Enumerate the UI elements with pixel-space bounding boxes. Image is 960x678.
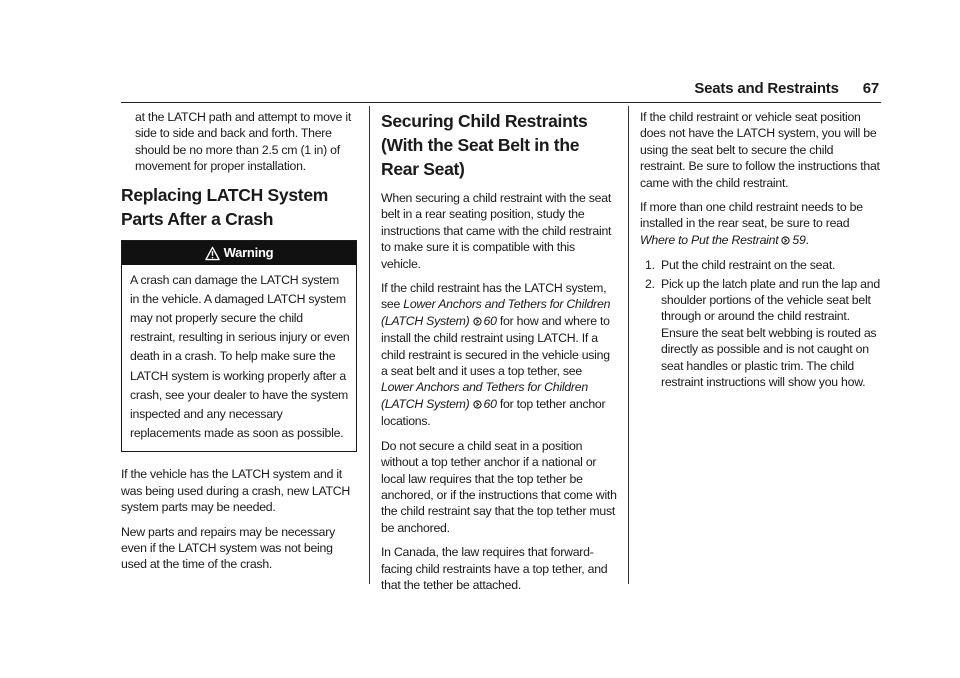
page-header [121, 80, 881, 102]
paragraph-with-references [381, 280, 617, 430]
warning-box [121, 240, 357, 453]
column-divider-1 [369, 106, 370, 584]
paragraph: New parts and repairs may be necessary even if the LATCH system was not being used at the time of the crash. [121, 524, 335, 572]
section-title: Seats and Restraints [694, 80, 839, 97]
cross-reference-link[interactable]: Lower Anchors and Tethers for Children (LATCH System) [381, 297, 611, 328]
cross-reference-page[interactable]: 60 [483, 313, 497, 328]
header-text [694, 80, 879, 97]
column-3 [640, 109, 880, 393]
instruction-steps [640, 257, 880, 390]
paragraph: If the vehicle has the LATCH system and it was being used during a crash, new LATCH system parts may be needed. [121, 467, 351, 515]
step-text: Pick up the latch plate and run the lap and shoulder portions of the vehicle seat belt through or around the child restraint. Ensure the seat belt webbing is routed as directly as possible and is not caught on seat handles or plastic trim. The child restraint instructions will show you how. [661, 276, 880, 390]
cross-reference-page[interactable]: 59 [792, 232, 806, 247]
list-item [640, 257, 880, 273]
page-number: 67 [862, 80, 879, 97]
paragraph: Do not secure a child seat in a position without a top tether anchor if a national or local law requires that the top tether be anchored, or if the instructions that come with the child restraint say that the top tether must be anchored. [381, 438, 617, 535]
cross-reference-link[interactable]: Lower Anchors and Tethers for Children (LATCH System) [381, 380, 588, 411]
step-number: 1. [645, 258, 655, 273]
warning-triangle-icon [205, 245, 220, 269]
text-run: . [805, 232, 809, 247]
step-text: Put the child restraint on the seat. [661, 258, 836, 273]
cross-reference-page[interactable]: 60 [483, 396, 497, 411]
warning-header [122, 241, 356, 265]
column-1 [121, 109, 357, 581]
page-reference-icon [473, 314, 482, 330]
text-run: If more than one child restraint needs to be installed in the rear seat, be sure to read [640, 200, 863, 231]
list-item [640, 276, 880, 391]
paragraph: When securing a child restraint with the seat belt in a rear seating position, study the instructions that came with the child restraint to make sure it is compatible with this vehicle. [381, 191, 612, 271]
step-number: 2. [645, 276, 655, 291]
paragraph-with-reference [640, 199, 880, 249]
warning-title: Warning [223, 244, 274, 260]
paragraph: In Canada, the law requires that forward-facing child restraints have a top tether, and that the tether be attached. [381, 545, 608, 592]
warning-body: A crash can damage the LATCH system in the vehicle. A damaged LATCH system may not properly secure the child restraint, resulting in serious injury or even death in a crash. To help make sure the LATCH system is working properly after a crash, see your dealer to have the system inspected and any necessary replacements made as soon as possible. [130, 272, 350, 441]
column-2 [381, 109, 617, 601]
section-heading-replacing-latch: Replacing LATCH System Parts After a Crash [121, 184, 329, 229]
column-divider-2 [628, 106, 629, 584]
header-rule [121, 102, 881, 103]
text-run: for how and where to install the child restraint using LATCH. If a child restraint is secured in the vehicle using a seat belt and it uses a top tether, see [381, 313, 610, 379]
continued-paragraph: at the LATCH path and attempt to move it side to side and back and forth. There should be no more than 2.5 cm (1 in) of movement for proper installation. [135, 110, 352, 174]
page-reference-icon [781, 233, 790, 249]
cross-reference-link[interactable]: Where to Put the Restraint [640, 232, 779, 247]
text-run: If the child restraint has the LATCH system, see [381, 281, 607, 312]
text-run: for top tether anchor locations. [381, 396, 606, 429]
page-reference-icon [473, 397, 482, 413]
paragraph: If the child restraint or vehicle seat position does not have the LATCH system, you will be using the seat belt to secure the child restraint. Be sure to follow the instructions that came with the child restraint. [640, 110, 880, 190]
section-heading-securing-child-restraints: Securing Child Restraints (With the Seat Belt in the Rear Seat) [381, 111, 588, 179]
